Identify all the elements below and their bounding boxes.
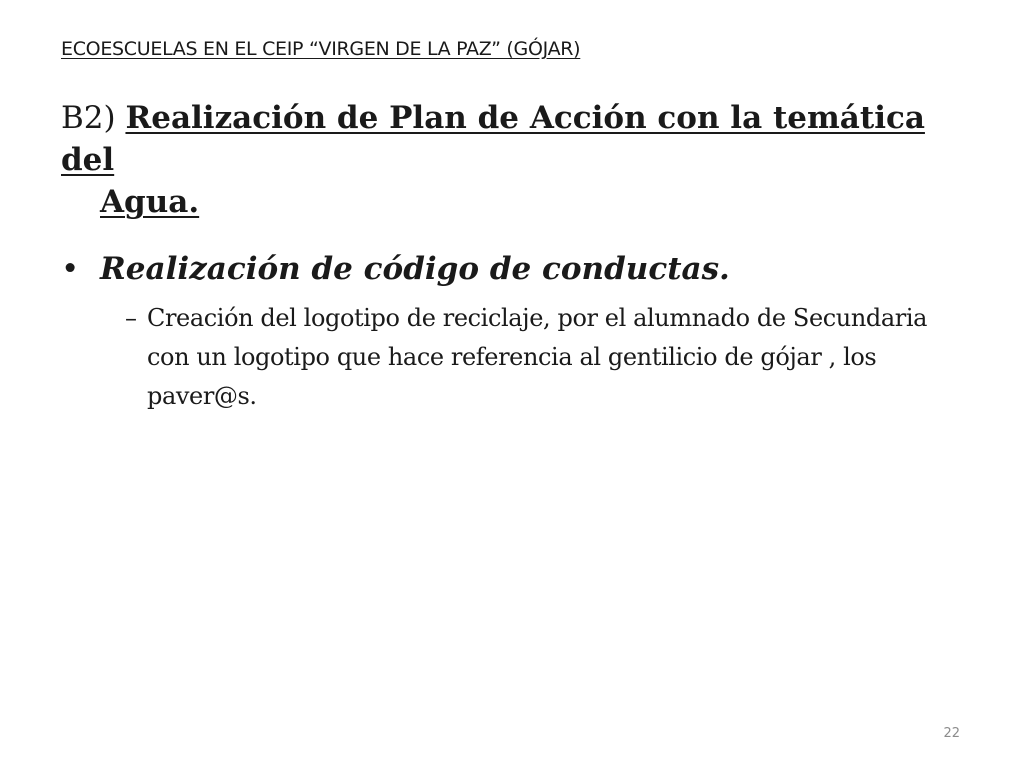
page-number: 22: [943, 726, 960, 741]
section-title-line-2: Agua.: [100, 184, 200, 220]
slide-title: ECOESCUELAS EN EL CEIP “VIRGEN DE LA PAZ” (GÓJAR): [61, 38, 581, 60]
section-title-line-1: Realización de Plan de Acción con la temática del: [61, 100, 925, 178]
section-number: B2): [61, 100, 126, 136]
sub-bullet-item: [125, 299, 965, 416]
section-heading: [61, 97, 981, 223]
bullet-item: [61, 248, 730, 290]
dash-icon: –: [125, 304, 137, 332]
bullet-text: Realización de código de conductas.: [100, 251, 730, 287]
sub-bullet-text: Creación del logotipo de reciclaje, por el alumnado de Secundaria con un logotipo que hace referencia al gentilicio de gójar , los paver@s.: [147, 304, 928, 410]
bullet-dot-icon: •: [61, 251, 80, 287]
